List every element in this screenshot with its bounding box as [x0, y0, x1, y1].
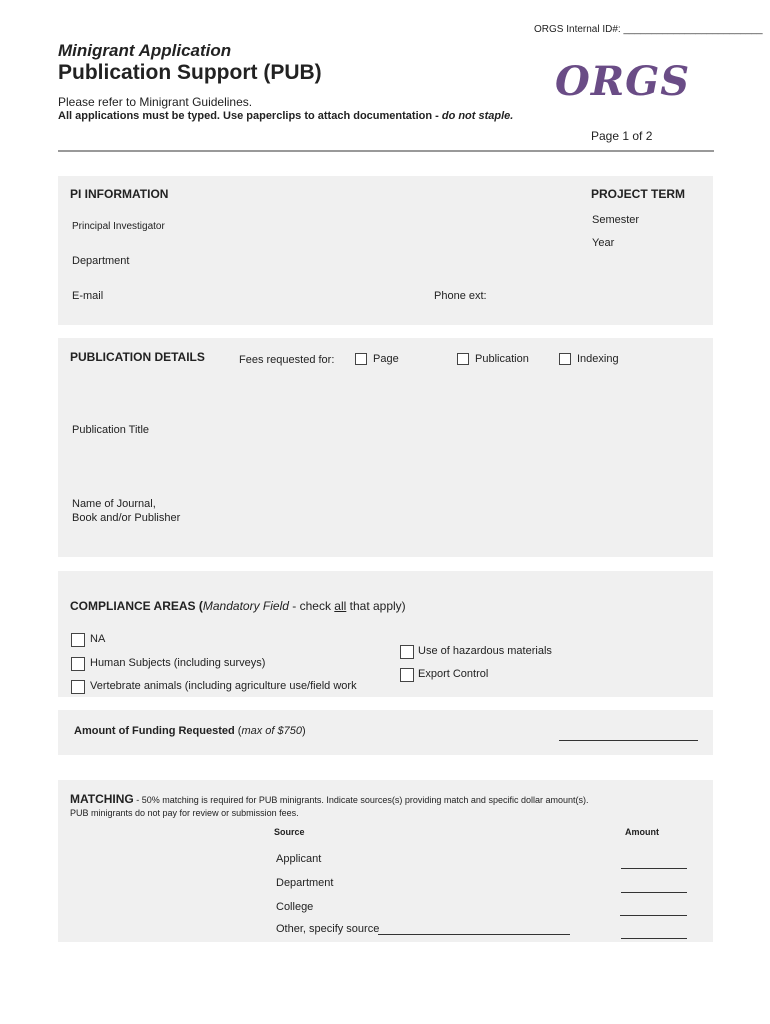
header-divider	[58, 150, 714, 152]
funding-amount-field[interactable]	[559, 740, 698, 741]
college-amount-field[interactable]	[620, 915, 687, 916]
internal-id-label: ORGS Internal ID#: _________________________	[534, 24, 763, 35]
other-source-label: Other, specify source	[276, 923, 380, 935]
pi-heading: PI INFORMATION	[70, 187, 169, 201]
na-label: NA	[90, 633, 106, 645]
journal-label-line1: Name of Journal,	[72, 498, 156, 510]
export-control-label: Export Control	[418, 668, 489, 680]
applicant-amount-field[interactable]	[621, 868, 687, 869]
fees-label: Fees requested for:	[239, 354, 335, 366]
human-subjects-checkbox[interactable]	[71, 657, 85, 671]
indexing-fee-checkbox[interactable]	[559, 353, 571, 365]
other-amount-field[interactable]	[621, 938, 687, 939]
publication-heading: PUBLICATION DETAILS	[70, 350, 205, 364]
investigator-label: Principal Investigator	[72, 221, 165, 232]
applicant-label: Applicant	[276, 853, 322, 865]
journal-label-line2: Book and/or Publisher	[72, 512, 181, 524]
funding-label: Amount of Funding Requested (max of $750)	[74, 725, 306, 737]
page-title: Publication Support (PUB)	[58, 61, 322, 84]
indexing-fee-label: Indexing	[577, 353, 619, 365]
matching-note: PUB minigrants do not pay for review or submission fees.	[70, 808, 299, 818]
human-subjects-label: Human Subjects (including surveys)	[90, 657, 266, 669]
publication-details-panel	[58, 338, 713, 557]
guidelines-note: Please refer to Minigrant Guidelines.	[58, 95, 253, 109]
semester-label: Semester	[592, 214, 640, 226]
na-checkbox[interactable]	[71, 633, 85, 647]
form-subtitle: Minigrant Application	[58, 41, 232, 60]
college-label: College	[276, 901, 314, 913]
year-label: Year	[592, 237, 615, 249]
other-source-field[interactable]	[378, 934, 570, 935]
hazardous-materials-checkbox[interactable]	[400, 645, 414, 659]
compliance-panel	[58, 571, 713, 697]
email-label: E-mail	[72, 290, 104, 302]
typing-instructions: All applications must be typed. Use paperclips to attach documentation - do not staple.	[58, 110, 514, 122]
page-fee-checkbox[interactable]	[355, 353, 367, 365]
department-source-label: Department	[276, 877, 334, 889]
publication-fee-label: Publication	[475, 353, 529, 365]
department-label: Department	[72, 255, 130, 267]
orgs-logo: ORGS	[555, 58, 691, 105]
phone-label: Phone ext:	[434, 290, 487, 302]
publication-title-label: Publication Title	[72, 424, 150, 436]
compliance-heading: COMPLIANCE AREAS (Mandatory Field - check all that apply)	[70, 599, 406, 613]
hazardous-materials-label: Use of hazardous materials	[418, 645, 552, 657]
page-number: Page 1 of 2	[591, 129, 653, 143]
amount-column-header: Amount	[625, 827, 659, 837]
source-column-header: Source	[274, 827, 305, 837]
vertebrate-animals-checkbox[interactable]	[71, 680, 85, 694]
page-fee-label: Page	[373, 353, 399, 365]
department-amount-field[interactable]	[621, 892, 687, 893]
vertebrate-animals-label: Vertebrate animals (including agriculture use/field work	[90, 680, 357, 692]
project-term-heading: PROJECT TERM	[591, 187, 686, 201]
publication-fee-checkbox[interactable]	[457, 353, 469, 365]
export-control-checkbox[interactable]	[400, 668, 414, 682]
matching-description: MATCHING - 50% matching is required for PUB minigrants. Indicate sources(s) providing match and specific dollar amount(s).	[70, 792, 589, 806]
